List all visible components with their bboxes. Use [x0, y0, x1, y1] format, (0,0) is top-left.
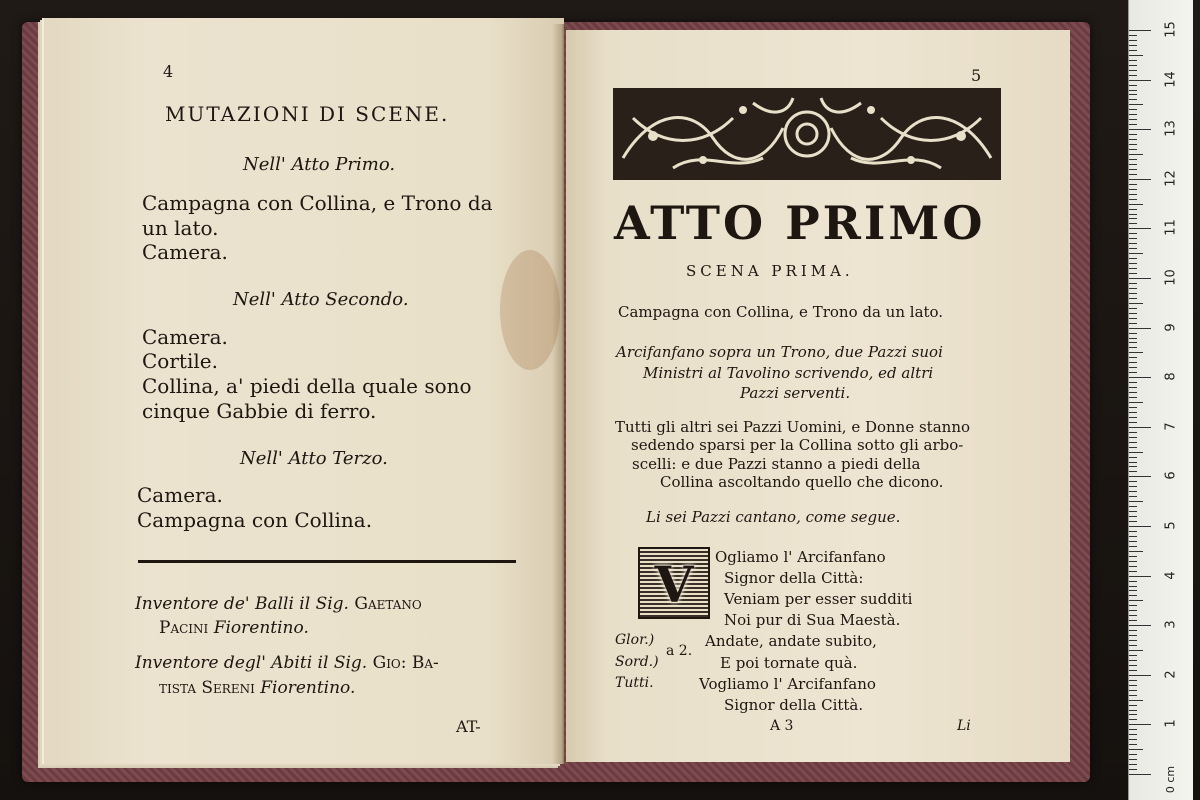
ruler-tick	[1129, 228, 1151, 229]
ruler-tick	[1129, 189, 1137, 190]
ruler-unit: 0 cm	[1164, 765, 1178, 794]
measuring-ruler	[1128, 0, 1193, 800]
ruler-tick	[1129, 243, 1137, 244]
ruler-tick	[1129, 471, 1137, 472]
ruler-tick	[1129, 109, 1137, 110]
separator-rule	[138, 560, 516, 563]
ruler-tick	[1129, 218, 1137, 219]
scene-line: Cortile.	[142, 349, 218, 373]
ruler-tick	[1129, 536, 1137, 537]
ruler-number: 10	[1163, 269, 1179, 286]
ruler-tick	[1129, 60, 1137, 61]
ruler-tick	[1129, 437, 1137, 438]
ruler-tick	[1129, 209, 1137, 210]
ruler-tick	[1129, 308, 1137, 309]
ruler-tick	[1129, 625, 1151, 626]
ruler-number: 4	[1163, 570, 1179, 580]
ruler-tick	[1129, 457, 1137, 458]
ruler-tick	[1129, 541, 1137, 542]
ruler-tick	[1129, 159, 1137, 160]
ruler-tick	[1129, 40, 1137, 41]
a-due-mark: a 2.	[666, 643, 693, 659]
left-page-number: 4	[163, 62, 174, 81]
ruler-tick	[1129, 754, 1137, 755]
ruler-tick	[1129, 367, 1137, 368]
ruler-tick	[1129, 734, 1137, 735]
ruler-tick	[1129, 620, 1137, 621]
ruler-tick	[1129, 149, 1137, 150]
ruler-tick	[1129, 714, 1137, 715]
ruler-tick	[1129, 496, 1137, 497]
ruler-tick	[1129, 526, 1151, 527]
credit-line: Pacini Fiorentino.	[159, 618, 309, 638]
ruler-tick	[1129, 442, 1137, 443]
paper-stain	[500, 250, 560, 370]
stage-direction-line: Arcifanfano sopra un Trono, due Pazzi suoi	[616, 343, 943, 361]
ruler-tick	[1129, 298, 1137, 299]
ruler-tick	[1129, 670, 1137, 671]
scene-line: Camera.	[137, 483, 223, 507]
ruler-tick	[1129, 466, 1137, 467]
ruler-tick	[1129, 769, 1137, 770]
act-heading-2: Nell' Atto Secondo.	[233, 289, 409, 310]
ruler-tick	[1129, 546, 1137, 547]
scene-line: Campagna con Collina.	[137, 508, 373, 532]
ruler-tick	[1129, 99, 1137, 100]
ruler-tick	[1129, 610, 1137, 611]
ruler-tick	[1129, 397, 1137, 398]
dialogue-line: Andate, andate subito,	[705, 632, 877, 650]
ruler-tick	[1129, 576, 1151, 577]
ruler-tick	[1129, 124, 1137, 125]
ruler-tick	[1129, 690, 1137, 691]
scene-line: Collina, a' piedi della quale sono	[142, 374, 472, 398]
stage-direction-line: Ministri al Tavolino scrivendo, ed altri	[643, 364, 934, 382]
ruler-tick	[1129, 511, 1137, 512]
ruler-tick	[1129, 50, 1137, 51]
stage-direction-line: Collina ascoltando quello che dicono.	[660, 473, 944, 491]
ruler-tick	[1129, 35, 1137, 36]
ruler-tick	[1129, 764, 1137, 765]
ruler-tick	[1129, 685, 1137, 686]
ruler-tick	[1129, 342, 1137, 343]
ruler-tick	[1129, 447, 1137, 448]
ruler-tick	[1129, 214, 1137, 215]
ruler-tick	[1129, 724, 1151, 725]
speaker-label: Glor.)	[615, 632, 655, 648]
dialogue-line: E poi tornate quà.	[720, 654, 858, 672]
speaker-label: Sord.)	[615, 654, 659, 670]
ruler-tick	[1129, 263, 1137, 264]
ruler-tick	[1129, 719, 1137, 720]
dialogue-line: Vogliamo l' Arcifanfano	[699, 675, 876, 693]
ruler-tick	[1129, 80, 1151, 81]
ruler-tick	[1129, 695, 1137, 696]
stage-direction-line: Pazzi serventi.	[740, 384, 851, 402]
ruler-tick	[1129, 581, 1137, 582]
signature-mark: A 3	[770, 718, 794, 734]
ruler-tick	[1129, 283, 1137, 284]
credit-line: Inventore degl' Abiti il Sig. Gio: Ba-	[135, 653, 439, 673]
ruler-tick	[1129, 30, 1151, 31]
ruler-tick	[1129, 476, 1151, 477]
ruler-tick	[1129, 635, 1137, 636]
ruler-tick	[1129, 357, 1137, 358]
ruler-tick	[1129, 258, 1137, 259]
stage-direction-line: Tutti gli altri sei Pazzi Uomini, e Donne stanno	[615, 418, 971, 436]
ruler-tick	[1129, 347, 1137, 348]
ruler-tick	[1129, 600, 1143, 601]
left-page-heading: MUTAZIONI DI SCENE.	[165, 102, 450, 126]
ornament-headpiece	[613, 88, 1001, 180]
ruler-tick	[1129, 164, 1137, 165]
ruler-tick	[1129, 144, 1137, 145]
ruler-tick	[1129, 402, 1143, 403]
ruler-tick	[1129, 774, 1151, 775]
ruler-tick	[1129, 238, 1137, 239]
ruler-number: 6	[1163, 471, 1179, 481]
ruler-tick	[1129, 248, 1137, 249]
ruler-tick	[1129, 174, 1137, 175]
ruler-tick	[1129, 169, 1137, 170]
scene-line: Camera.	[142, 325, 228, 349]
ruler-number: 3	[1163, 620, 1179, 629]
ruler-number: 7	[1163, 422, 1179, 431]
ruler-tick	[1129, 605, 1137, 606]
ruler-tick	[1129, 452, 1143, 453]
ruler-tick	[1129, 293, 1137, 294]
ruler-tick	[1129, 134, 1137, 135]
ruler-tick	[1129, 521, 1137, 522]
ruler-tick	[1129, 392, 1137, 393]
ruler-tick	[1129, 55, 1143, 56]
ruler-tick	[1129, 318, 1137, 319]
setting-line: Campagna con Collina, e Trono da un lato.	[618, 303, 944, 321]
ruler-tick	[1129, 407, 1137, 408]
ruler-tick	[1129, 412, 1137, 413]
ruler-tick	[1129, 675, 1151, 676]
ruler-tick	[1129, 338, 1137, 339]
ruler-number: 11	[1163, 219, 1179, 237]
ruler-tick	[1129, 253, 1143, 254]
ruler-tick	[1129, 328, 1151, 329]
ruler-tick	[1129, 615, 1137, 616]
scene-line: cinque Gabbie di ferro.	[142, 399, 377, 423]
ruler-tick	[1129, 65, 1137, 66]
ruler-tick	[1129, 516, 1137, 517]
ruler-tick	[1129, 104, 1143, 105]
ruler-tick	[1129, 590, 1137, 591]
ruler-tick	[1129, 303, 1143, 304]
verse-line: Noi pur di Sua Maestà.	[724, 611, 901, 629]
ruler-tick	[1129, 506, 1137, 507]
ruler-tick	[1129, 362, 1137, 363]
ruler-tick	[1129, 372, 1137, 373]
scene-line: un lato.	[142, 216, 219, 240]
ruler-tick	[1129, 432, 1137, 433]
ruler-tick	[1129, 85, 1137, 86]
ruler-tick	[1129, 382, 1137, 383]
ruler-tick	[1129, 566, 1137, 567]
ruler-number: 9	[1163, 322, 1179, 332]
initial-letter: V	[654, 555, 694, 614]
act-title: ATTO PRIMO	[614, 196, 986, 250]
speaker-label: Tutti.	[615, 675, 654, 691]
ruler-tick	[1129, 561, 1137, 562]
ruler-tick	[1129, 501, 1143, 502]
ruler-tick	[1129, 650, 1143, 651]
ruler-tick	[1129, 333, 1137, 334]
ruler-tick	[1129, 273, 1137, 274]
singing-cue: Li sei Pazzi cantano, come segue.	[646, 508, 901, 526]
credit-line: Inventore de' Balli il Sig. Gaetano	[135, 594, 422, 614]
ruler-number: 15	[1163, 21, 1179, 38]
ruler-number: 1	[1163, 719, 1179, 729]
ruler-tick	[1129, 45, 1137, 46]
ruler-tick	[1129, 179, 1151, 180]
ruler-tick	[1129, 139, 1137, 140]
ruler-tick	[1129, 710, 1137, 711]
stage-direction-line: scelli: e due Pazzi stanno a piedi della	[632, 455, 921, 473]
scene-subtitle: SCENA PRIMA.	[686, 262, 854, 280]
ruler-tick	[1129, 154, 1143, 155]
ruler-tick	[1129, 630, 1137, 631]
ruler-tick	[1129, 486, 1137, 487]
ruler-number: 12	[1163, 170, 1179, 187]
ruler-tick	[1129, 323, 1137, 324]
ruler-number: 2	[1163, 670, 1179, 679]
ruler-tick	[1129, 70, 1137, 71]
ruler-tick	[1129, 194, 1137, 195]
ruler-tick	[1129, 491, 1137, 492]
left-catchword: AT-	[456, 717, 481, 736]
dialogue-line: Signor della Città.	[724, 696, 864, 714]
ruler-tick	[1129, 705, 1137, 706]
decorated-initial	[638, 547, 710, 619]
ruler-tick	[1129, 481, 1137, 482]
ruler-tick	[1129, 462, 1137, 463]
ruler-tick	[1129, 744, 1137, 745]
ruler-tick	[1129, 387, 1137, 388]
ruler-tick	[1129, 119, 1137, 120]
act-heading-3: Nell' Atto Terzo.	[240, 448, 388, 469]
ruler-tick	[1129, 640, 1137, 641]
ruler-number: 13	[1163, 120, 1179, 137]
ruler-tick	[1129, 278, 1151, 279]
ruler-tick	[1129, 233, 1137, 234]
ruler-tick	[1129, 90, 1137, 91]
ruler-tick	[1129, 422, 1137, 423]
ruler-tick	[1129, 700, 1143, 701]
act-heading-1: Nell' Atto Primo.	[243, 154, 396, 175]
ruler-tick	[1129, 556, 1137, 557]
ruler-tick	[1129, 352, 1143, 353]
ruler-tick	[1129, 204, 1143, 205]
ruler-tick	[1129, 223, 1137, 224]
ruler-tick	[1129, 94, 1137, 95]
ruler-tick	[1129, 313, 1137, 314]
ruler-tick	[1129, 129, 1151, 130]
ruler-tick	[1129, 531, 1137, 532]
right-catchword: Li	[957, 718, 971, 734]
ruler-tick	[1129, 427, 1151, 428]
verse-line: Ogliamo l' Arcifanfano	[715, 548, 886, 566]
credit-line: tista Sereni Fiorentino.	[159, 678, 356, 698]
ruler-tick	[1129, 660, 1137, 661]
ruler-tick	[1129, 551, 1143, 552]
ruler-number: 5	[1163, 521, 1179, 530]
ruler-tick	[1129, 759, 1137, 760]
ruler-tick	[1129, 268, 1137, 269]
ruler-tick	[1129, 749, 1143, 750]
ruler-tick	[1129, 586, 1137, 587]
stage-direction-line: sedendo sparsi per la Collina sotto gli arbo-	[631, 436, 964, 454]
ruler-tick	[1129, 655, 1137, 656]
ruler-tick	[1129, 645, 1137, 646]
right-page-number: 5	[971, 66, 982, 85]
ruler-number: 14	[1163, 70, 1179, 88]
ruler-tick	[1129, 680, 1137, 681]
ruler-tick	[1129, 288, 1137, 289]
ruler-tick	[1129, 571, 1137, 572]
verse-line: Veniam per esser sudditi	[724, 590, 913, 608]
scene-line: Campagna con Collina, e Trono da	[142, 191, 493, 215]
verse-line: Signor della Città:	[724, 569, 864, 587]
ruler-tick	[1129, 739, 1137, 740]
ruler-tick	[1129, 199, 1137, 200]
ruler-number: 8	[1163, 372, 1179, 381]
ruler-tick	[1129, 595, 1137, 596]
ruler-tick	[1129, 417, 1137, 418]
ruler-tick	[1129, 75, 1137, 76]
ruler-tick	[1129, 665, 1137, 666]
ruler-tick	[1129, 114, 1137, 115]
ruler-tick	[1129, 729, 1137, 730]
ruler-tick	[1129, 184, 1137, 185]
scene-line: Camera.	[142, 240, 228, 264]
ruler-tick	[1129, 377, 1151, 378]
